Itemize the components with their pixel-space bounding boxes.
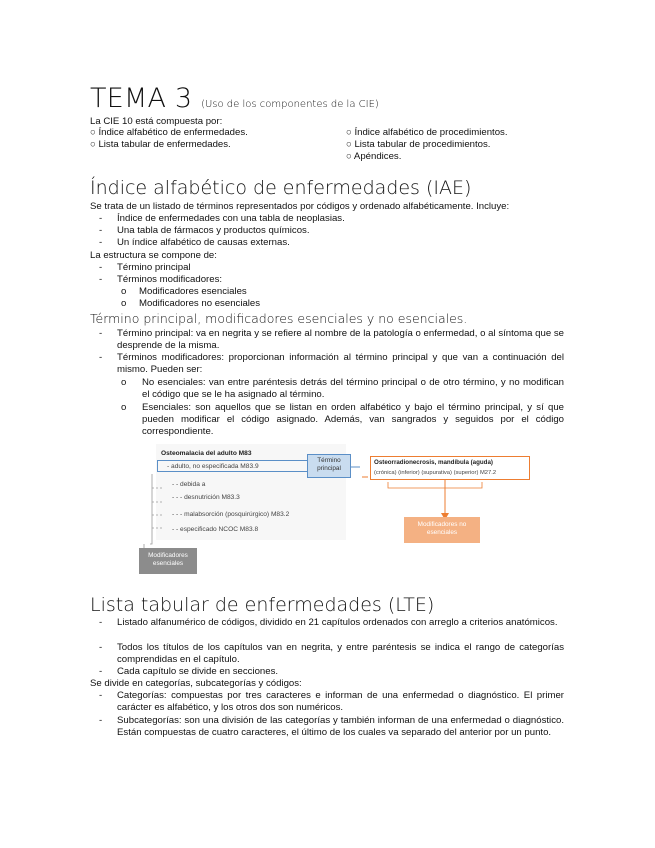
list-item: - Un índice alfabético de causas externas. [99,237,290,248]
tema-subtitle: (Uso de los componentes de la CIE) [201,99,379,110]
figure-line: - - especificado NCOC M83.8 [172,526,259,533]
figure-line: - - debida a [172,481,206,488]
example-title: Osteorradionecrosis, mandíbula (aguda) [374,459,493,466]
section-heading-iae: Índice alfabético de enfermedades (IAE) [90,177,472,199]
main-term: Osteomalacia del adulto M83 [161,450,252,457]
iae-lead: Se trata de un listado de términos representados por códigos y ordenado alfabéticamente. Incluye: [90,201,510,212]
page-title [90,84,379,120]
section-heading-lte: Lista tabular de enfermedades (LTE) [90,594,435,616]
structure-lead: La estructura se compone de: [90,250,217,261]
list-item: - Términos modificadores: [99,274,223,285]
intro-lead: La CIE 10 está compuesta por: [90,116,223,127]
lte-item: Listado alfanumérico de códigos, dividido en 21 capítulos ordenados con arreglo a criterios anatómicos. [117,617,558,628]
figure-line: - - - malabsorción (posquirúrgico) M83.2 [172,511,290,518]
intro-right-item: ○ Índice alfabético de procedimientos. [346,127,508,138]
esenciales-label: Modificadores esenciales [148,552,188,567]
tema-title: TEMA 3 [90,83,193,114]
no-esenciales-desc: No esenciales: van entre paréntesis detrás del término principal o de otro término, y no modifican el código que se le ha asignado al término. [142,377,564,400]
list-item: - Término principal [99,262,191,273]
sub-list-item: o Modificadores esenciales [121,286,247,297]
example-sub: (crónica) (inferior) (supurativa) (superior) M27.2 [374,470,497,476]
division-item: Categorías: compuestas por tres caracteres e informan de una enfermedad o diagnóstico. El primer carácter es alfabético, y los otros dos son numéricos. [117,690,564,713]
esenciales-desc: Esenciales: son aquellos que se listan en orden alfabético y bajo el término principal, y sí que pueden modificar el código asignado. Además, van sangrados y seguidos por el código correspondiente. [142,402,564,437]
list-item: - Índice de enfermedades con una tabla de neoplasias. [99,213,345,224]
sub-list-item: o Modificadores no esenciales [121,298,261,309]
principal-label: Término principal [317,457,341,472]
lte-item: Todos los títulos de los capítulos van en negrita, y entre paréntesis se indica el rango de categorías comprendidas en el capítulo. [117,642,564,665]
sub-bullet: o [121,377,127,388]
figure-line: - - - desnutrición M83.3 [172,494,240,501]
figure-line: - adulto, no especificada M83.9 [167,463,259,470]
modificadores-desc: Términos modificadores: proporcionan información al término principal y que van a continuación del mismo. Pueden ser: [117,352,564,375]
division-item: Subcategorías: son una división de las categorías y también informan de una enfermedad o diagnóstico. Están compuestas de cuatro caracteres, el último de los cuales va separado del anterior por un punto. [117,715,564,738]
division-lead: Se divide en categorías, subcategorías y códigos: [90,678,302,689]
list-bullet: - [99,328,103,339]
list-bullet: - [99,715,103,726]
intro-right-item: ○ Apéndices. [346,151,402,162]
intro-right-item: ○ Lista tabular de procedimientos. [346,139,491,150]
intro-left-item: ○ Índice alfabético de enfermedades. [90,127,248,138]
sub-bullet: o [121,402,127,413]
list-bullet: - [99,642,103,653]
section-heading-terms: Término principal, modificadores esenciales y no esenciales. [90,311,468,326]
list-bullet: - [99,690,103,701]
lte-item: Cada capítulo se divide en secciones. [117,666,279,677]
no-esenciales-label: Modificadores no esenciales [417,521,467,536]
list-bullet: - [99,617,103,628]
list-item: - Una tabla de fármacos y productos químicos. [99,225,310,236]
list-bullet: - [99,666,103,677]
principal-desc: Término principal: va en negrita y se refiere al nombre de la patología o enfermedad, o al síntoma que se desprende de la misma. [117,328,564,351]
list-bullet: - [99,352,103,363]
intro-left-item: ○ Lista tabular de enfermedades. [90,139,231,150]
